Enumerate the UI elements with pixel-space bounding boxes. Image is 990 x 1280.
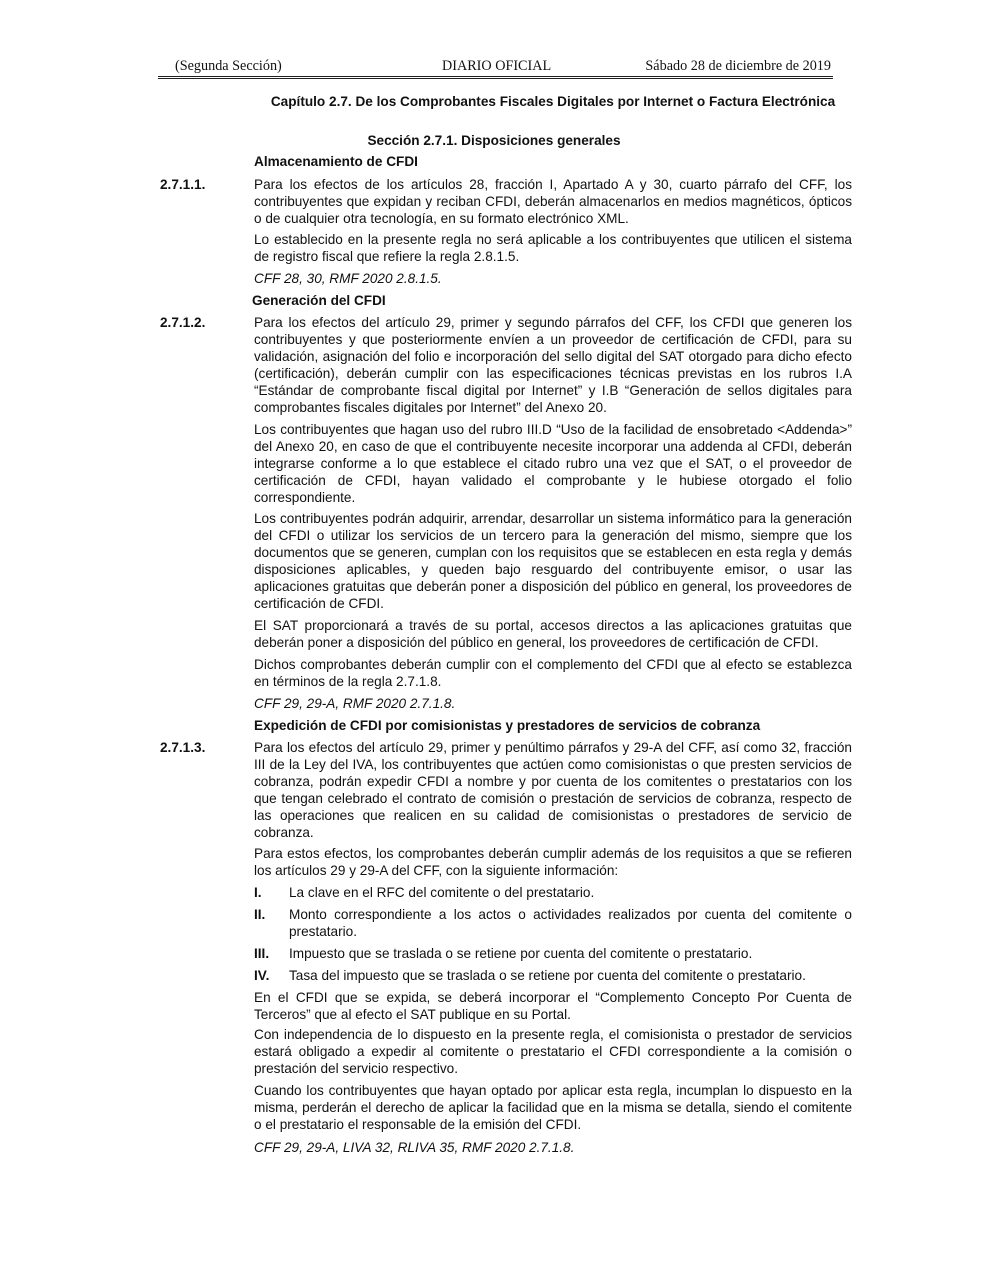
section-title: Sección 2.7.1. Disposiciones generales <box>367 133 621 148</box>
list-item: Tasa del impuesto que se traslada o se retiene por cuenta del comitente o prestatario. <box>289 968 806 983</box>
list-item-marker: IV. <box>254 968 270 983</box>
rule-paragraph: Los contribuyentes podrán adquirir, arrendar, desarrollar un sistema informático para la generación del CFDI o utilizar los servicios de un tercero para la generación del mismo, siempre que los documentos que se generen, cumplan con los requisitos que se establecen en esta regla y demás disposiciones aplicables, y queden bajo resguardo del contribuyente emisor, o usar las aplicaciones gratuitas que deberán poner a disposición del público en general, los proveedores de certificación de CFDI. <box>254 511 852 611</box>
rule-paragraph: Los contribuyentes que hagan uso del rubro III.D “Uso de la facilidad de ensobretado <Addenda>” del Anexo 20, en caso de que el contribuyente necesite incorporar una addenda al CFDI, deberán integrarse conforme a lo que establece el citado rubro una vez que el SAT, o el proveedor de certificación de CFDI, hayan validado el comprobante y le hubiese otorgado el folio correspondiente. <box>254 422 852 505</box>
list-item: Monto correspondiente a los actos o actividades realizados por cuenta del comitente o prestatario. <box>289 907 852 939</box>
rule-heading: Almacenamiento de CFDI <box>254 154 418 169</box>
rule-paragraph: Para los efectos del artículo 29, primer y penúltimo párrafos y 29-A del CFF, así como 32, fracción III de la Ley del IVA, los contribuyentes que actúen como comisionistas o que presten servicios de cobranza, podrán expedir CFDI a nombre y por cuenta de los comitentes o prestatarios con los que tengan celebrado el contrato de comisión o prestación de servicios de cobranza, respecto de las operaciones que realicen en su calidad de comisionistas o prestadores de servicio de cobranza. <box>254 740 852 840</box>
rule-heading: Generación del CFDI <box>252 293 386 308</box>
rule-number: 2.7.1.1. <box>160 177 206 192</box>
rule-paragraph: Para estos efectos, los comprobantes deberán cumplir además de los requisitos a que se refieren los artículos 29 y 29-A del CFF, con la siguiente información: <box>254 846 852 878</box>
rule-paragraph: Con independencia de lo dispuesto en la presente regla, el comisionista o prestador de servicios estará obligado a expedir al comitente o prestatario el CFDI correspondiente a la comisión o prestación del servicio respectivo. <box>254 1027 852 1076</box>
header-section-label: (Segunda Sección) <box>175 58 282 74</box>
page-header <box>158 58 833 76</box>
chapter-title: Capítulo 2.7. De los Comprobantes Fiscales Digitales por Internet o Factura Electrónica <box>270 94 836 109</box>
header-divider <box>158 76 833 77</box>
rule-paragraph: El SAT proporcionará a través de su portal, accesos directos a las aplicaciones gratuitas que deberán poner a disposición del público en general, los proveedores de certificación de CFDI. <box>254 618 852 650</box>
rule-paragraph: Para los efectos de los artículos 28, fracción I, Apartado A y 30, cuarto párrafo del CFF, los contribuyentes que expidan y reciban CFDI, deberán almacenarlos en medios magnéticos, ópticos o de cualquier otra tecnología, en su formato electrónico XML. <box>254 177 852 226</box>
list-item-marker: I. <box>254 885 262 900</box>
legal-reference: CFF 28, 30, RMF 2020 2.8.1.5. <box>254 271 442 286</box>
rule-number: 2.7.1.3. <box>160 740 206 755</box>
rule-heading: Expedición de CFDI por comisionistas y prestadores de servicios de cobranza <box>254 718 761 733</box>
rule-paragraph: En el CFDI que se expida, se deberá incorporar el “Complemento Concepto Por Cuenta de Terceros” que al efecto el SAT publique en su Portal. <box>254 990 852 1022</box>
rule-paragraph: Para los efectos del artículo 29, primer y segundo párrafos del CFF, los CFDI que generen los contribuyentes y que posteriormente envíen a un proveedor de certificación de CFDI, para su validación, asignación del folio e incorporación del sello digital del SAT otorgado para dicho efecto (certificación), deberán cumplir con las especificaciones técnicas previstas en los rubros I.A “Estándar de comprobante fiscal digital por Internet” y I.B “Generación de sellos digitales para comprobantes fiscales digitales por Internet” del Anexo 20. <box>254 315 852 415</box>
list-item: Impuesto que se traslada o se retiene por cuenta del comitente o prestatario. <box>289 946 753 961</box>
list-item: La clave en el RFC del comitente o del prestatario. <box>289 885 595 900</box>
header-publication-name: DIARIO OFICIAL <box>442 58 552 74</box>
rule-paragraph: Dichos comprobantes deberán cumplir con el complemento del CFDI que al efecto se establezca en términos de la regla 2.7.1.8. <box>254 657 852 689</box>
legal-reference: CFF 29, 29-A, RMF 2020 2.7.1.8. <box>254 696 456 711</box>
rule-number: 2.7.1.2. <box>160 315 206 330</box>
list-item-marker: II. <box>254 907 266 922</box>
list-item-marker: III. <box>254 946 270 961</box>
rule-paragraph: Cuando los contribuyentes que hayan optado por aplicar esta regla, incumplan lo dispuesto en la misma, perderán el derecho de aplicar la facilidad que en la misma se detalla, siendo el comitente o el prestatario el responsable de la emisión del CFDI. <box>254 1083 852 1132</box>
header-date: Sábado 28 de diciembre de 2019 <box>645 58 831 74</box>
rule-paragraph: Lo establecido en la presente regla no será aplicable a los contribuyentes que utilicen el sistema de registro fiscal que refiere la regla 2.8.1.5. <box>254 232 852 264</box>
legal-reference: CFF 29, 29-A, LIVA 32, RLIVA 35, RMF 2020 2.7.1.8. <box>254 1140 575 1155</box>
header-divider-double <box>158 78 833 79</box>
